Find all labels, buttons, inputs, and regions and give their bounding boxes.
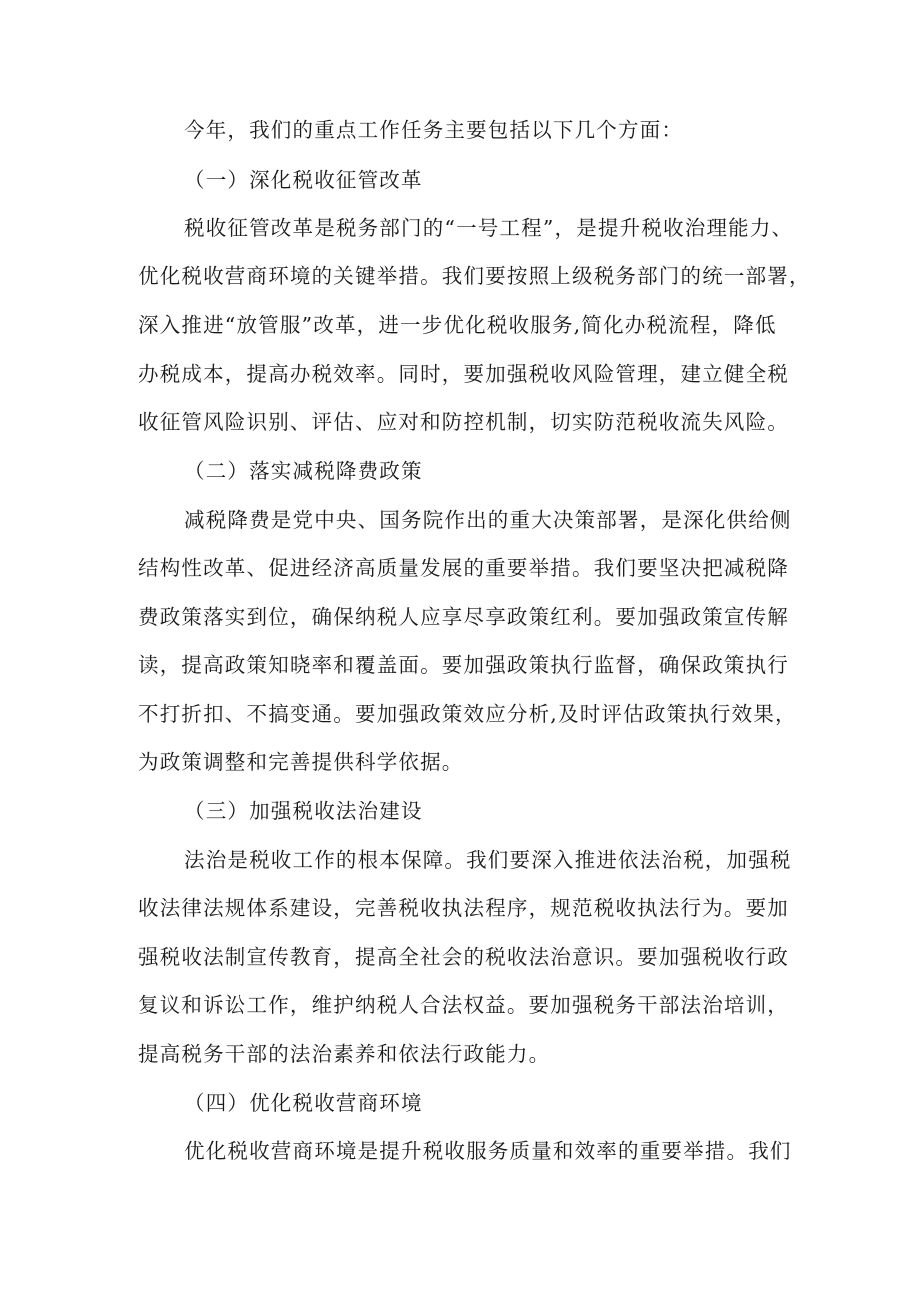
paragraph-line: 优化税收营商环境的关键举措。我们要按照上级税务部门的统一部署， — [138, 264, 811, 288]
paragraph-line: 费政策落实到位，确保纳税人应享尽享政策红利。要加强政策宣传解 — [138, 605, 789, 629]
intro-line: 今年，我们的重点工作任务主要包括以下几个方面： — [184, 118, 684, 142]
paragraph-line: 收法律法规体系建设，完善税收执法程序，规范税收执法行为。要加 — [138, 896, 789, 920]
section-heading-3: （三）加强税收法治建设 — [184, 799, 423, 823]
paragraph-line: 为政策调整和完善提供科学依据。 — [138, 750, 464, 774]
paragraph-line: 减税降费是党中央、国务院作出的重大决策部署，是深化供给侧 — [184, 508, 792, 532]
paragraph-line: 复议和诉讼工作，维护纳税人合法权益。要加强税务干部法治培训， — [138, 993, 789, 1017]
paragraph-line: 收征管风险识别、评估、应对和防控机制，切实防范税收流失风险。 — [138, 410, 789, 434]
paragraph-line: 提高税务干部的法治素养和依法行政能力。 — [138, 1042, 551, 1066]
paragraph-line: 办税成本，提高办税效率。同时，要加强税收风险管理，建立健全税 — [138, 362, 789, 386]
paragraph-line: 强税收法制宣传教育，提高全社会的税收法治意识。要加强税收行政 — [138, 945, 789, 969]
section-heading-2: （二）落实减税降费政策 — [184, 459, 423, 483]
section-heading-1: （一）深化税收征管改革 — [184, 168, 423, 192]
paragraph-line: 不打折扣、不搞变通。要加强政策效应分析,及时评估政策执行效果， — [138, 702, 797, 726]
paragraph-line: 深入推进“放管服”改革，进一步优化税收服务,简化办税流程，降低 — [138, 313, 777, 337]
paragraph-line: 税收征管改革是税务部门的“一号工程”，是提升税收治理能力、 — [184, 216, 794, 240]
paragraph-line: 优化税收营商环境是提升税收服务质量和效率的重要举措。我们 — [184, 1139, 792, 1163]
section-heading-4: （四）优化税收营商环境 — [184, 1091, 423, 1115]
paragraph-line: 结构性改革、促进经济高质量发展的重要举措。我们要坚决把减税降 — [138, 556, 789, 580]
paragraph-line: 法治是税收工作的根本保障。我们要深入推进依法治税，加强税 — [184, 848, 792, 872]
paragraph-line: 读，提高政策知晓率和覆盖面。要加强政策执行监督，确保政策执行 — [138, 653, 789, 677]
